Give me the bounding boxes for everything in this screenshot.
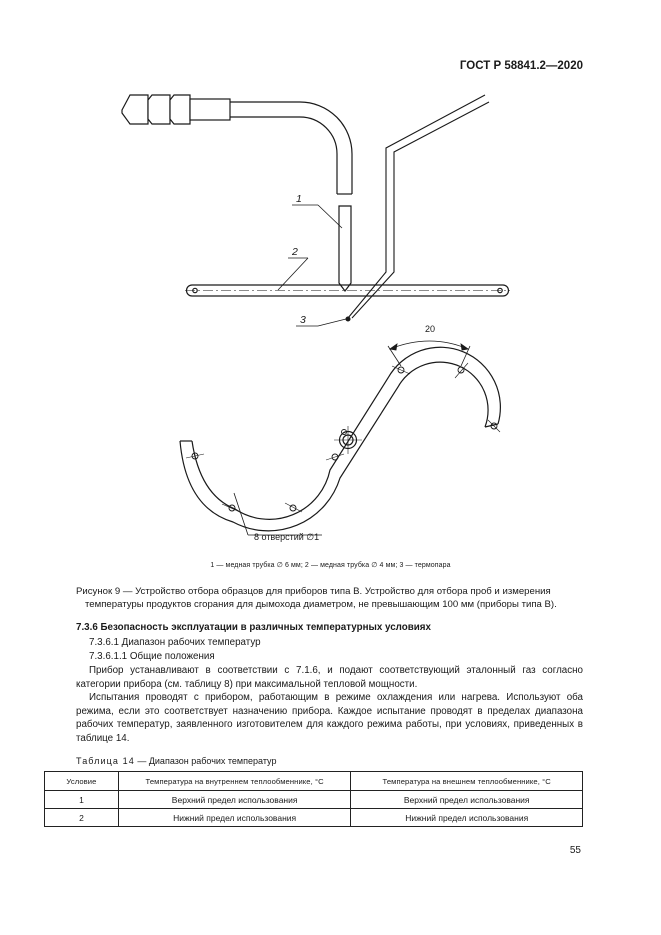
tube-2 xyxy=(185,285,510,296)
subsubsection-heading: 7.3.6.1.1 Общие положения xyxy=(89,651,215,662)
table-header-cell: Условие xyxy=(45,772,119,791)
thermocouple-3 xyxy=(346,95,489,321)
caption-line-1: Рисунок 9 — Устройство отбора образцов для приборов типа В. Устройство для отбора проб и измерения xyxy=(76,586,551,597)
callout-1: 1 xyxy=(296,193,302,205)
subsection-heading: 7.3.6.1 Диапазон рабочих температур xyxy=(89,637,261,648)
section-heading: 7.3.6 Безопасность эксплуатации в различных температурных условиях xyxy=(76,622,431,633)
holes-label: 8 отверстий ∅1 xyxy=(254,532,320,542)
table-row xyxy=(45,791,583,809)
table-caption xyxy=(76,756,276,766)
table-header-cell: Температура на внутреннем теплообменнике, °С xyxy=(118,772,351,791)
callout-3: 3 xyxy=(300,314,306,326)
table-header-cell: Температура на внешнем теплообменнике, °С xyxy=(351,772,583,791)
caption-line-2: температуры продуктов сгорания для дымохода диаметром, не превышающим 100 мм (приборы типа В). xyxy=(85,599,557,611)
table-row xyxy=(45,809,583,827)
holes xyxy=(192,367,497,511)
table-caption-text: — Диапазон рабочих температур xyxy=(134,756,277,766)
table-cell: 1 xyxy=(45,791,119,809)
tube-1 xyxy=(230,102,352,291)
table-caption-label: Таблица 14 xyxy=(76,756,135,766)
table-14 xyxy=(44,771,583,827)
callout-2: 2 xyxy=(292,246,298,258)
hose-connector xyxy=(122,95,230,124)
figure-legend: 1 — медная трубка ∅ 6 мм; 2 — медная трубка ∅ 4 мм; 3 — термопара xyxy=(210,562,451,569)
figure-caption xyxy=(76,585,588,611)
table-cell: 2 xyxy=(45,809,119,827)
paragraph-2: Испытания проводят с прибором, работающим в режиме охлаждения или нагрева. Используют оба режима, если это соответствует назначению прибора. Каждое испытание проводят в пределах диапазона рабочих температур, заявленного изготовителем для каждого режима работы, при условиях, приведенных в таблице 14. xyxy=(76,692,583,744)
table-cell: Верхний предел использования xyxy=(118,791,351,809)
page-number: 55 xyxy=(569,845,581,856)
table-cell: Нижний предел использования xyxy=(118,809,351,827)
dimension-label: 20 xyxy=(425,324,436,334)
paragraph-1: Прибор устанавливают в соответствии с 7.1.6, и подают соответствующий эталонный газ согласно категории прибора (см. таблицу 8) при максимальной тепловой мощности. xyxy=(76,665,583,690)
table-header-row xyxy=(45,772,583,791)
table-cell: Нижний предел использования xyxy=(351,809,583,827)
s-tube xyxy=(180,347,500,531)
table-cell: Верхний предел использования xyxy=(351,791,583,809)
document-header: ГОСТ Р 58841.2—2020 xyxy=(459,60,583,72)
